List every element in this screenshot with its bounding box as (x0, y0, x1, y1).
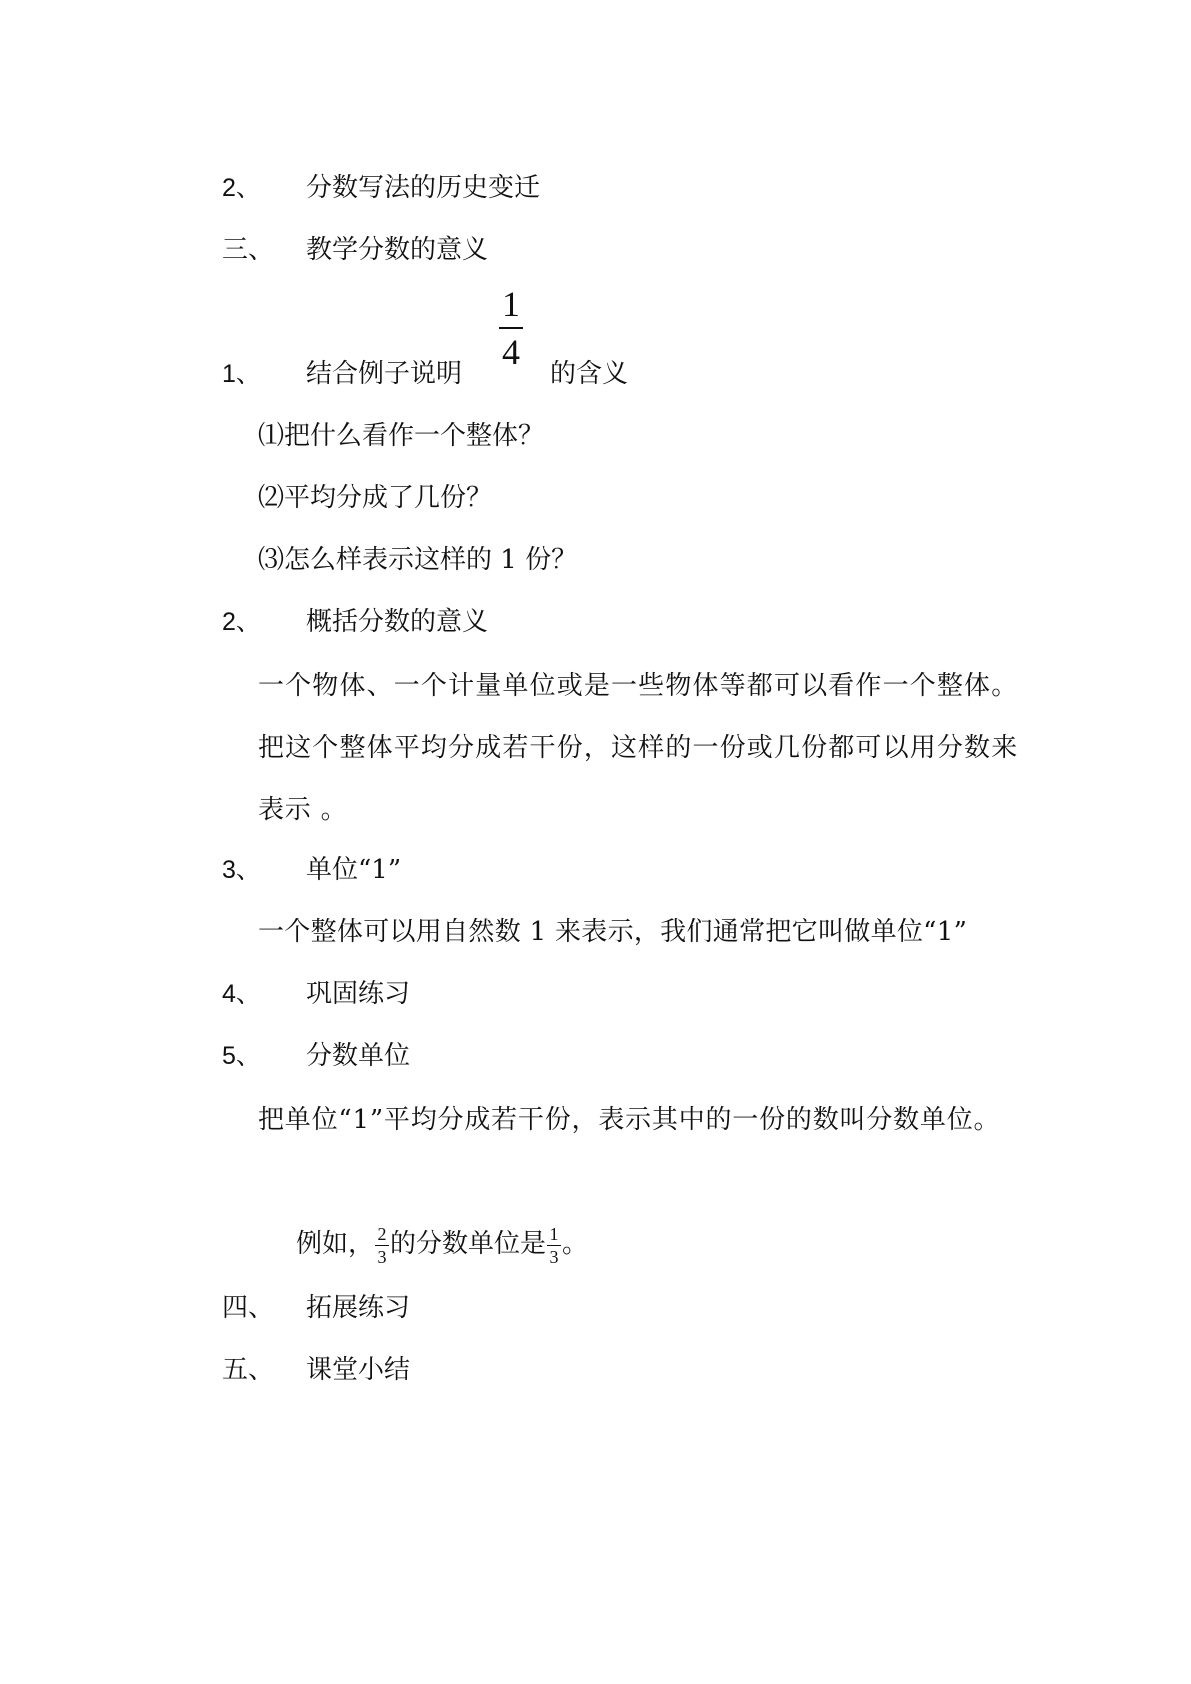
section-heading: 分数写法的历史变迁 (306, 173, 541, 203)
section-heading: 概括分数的意义 (306, 607, 489, 637)
section-heading-suffix: 的含义 (550, 359, 629, 389)
question-text: ⑵平均分成了几份？ (258, 483, 493, 513)
question-text: ⑴把什么看作一个整体？ (258, 421, 545, 451)
section-number: 三、 (222, 235, 275, 265)
fraction-bar (499, 327, 523, 329)
section-number: 2、 (222, 608, 261, 636)
example-line (296, 1220, 588, 1268)
section-number: 1、 (222, 360, 261, 388)
fraction-denominator: 4 (502, 332, 520, 372)
fraction-one-quarter (496, 285, 526, 371)
paragraph-fraction-meaning: 一个物体、一个计量单位或是一些物体等都可以看作一个整体。把这个整体平均分成若干份，这样的一份或几份都可以用分数来表示 。 (258, 671, 1018, 825)
section-heading: 拓展练习 (306, 1293, 411, 1323)
section-heading: 课堂小结 (306, 1355, 411, 1385)
example-suffix: 。 (562, 1229, 589, 1259)
paragraph-fraction-unit: 把单位“1”平均分成若干份，表示其中的一份的数叫分数单位。 (258, 1105, 1001, 1135)
section-heading: 结合例子说明 (306, 359, 463, 389)
question-text: ⑶怎么样表示这样的 1 份？ (258, 545, 578, 575)
section-number: 五、 (222, 1355, 275, 1385)
fraction-one-third (547, 1225, 561, 1266)
fraction-two-thirds (375, 1225, 389, 1266)
section-heading: 分数单位 (306, 1041, 411, 1071)
fraction-bar (375, 1245, 389, 1246)
fraction-denominator: 3 (549, 1246, 559, 1267)
paragraph-text: 一个整体可以用自然数 1 来表示，我们通常把它叫做单位“1” (258, 917, 968, 947)
section-heading: 教学分数的意义 (306, 235, 489, 265)
fraction-denominator: 3 (377, 1246, 387, 1267)
section-number: 2、 (222, 174, 261, 202)
fraction-numerator: 2 (377, 1223, 387, 1244)
section-number: 5、 (222, 1042, 261, 1070)
section-number: 四、 (222, 1293, 275, 1323)
fraction-bar (547, 1245, 561, 1246)
section-number: 3、 (222, 856, 261, 884)
example-prefix: 例如， (296, 1229, 375, 1259)
fraction-numerator: 1 (502, 284, 520, 324)
example-middle: 的分数单位是 (390, 1229, 547, 1259)
section-number: 4、 (222, 980, 261, 1008)
section-heading: 单位“1” (306, 855, 402, 885)
section-heading: 巩固练习 (306, 979, 411, 1009)
fraction-numerator: 1 (549, 1223, 559, 1244)
